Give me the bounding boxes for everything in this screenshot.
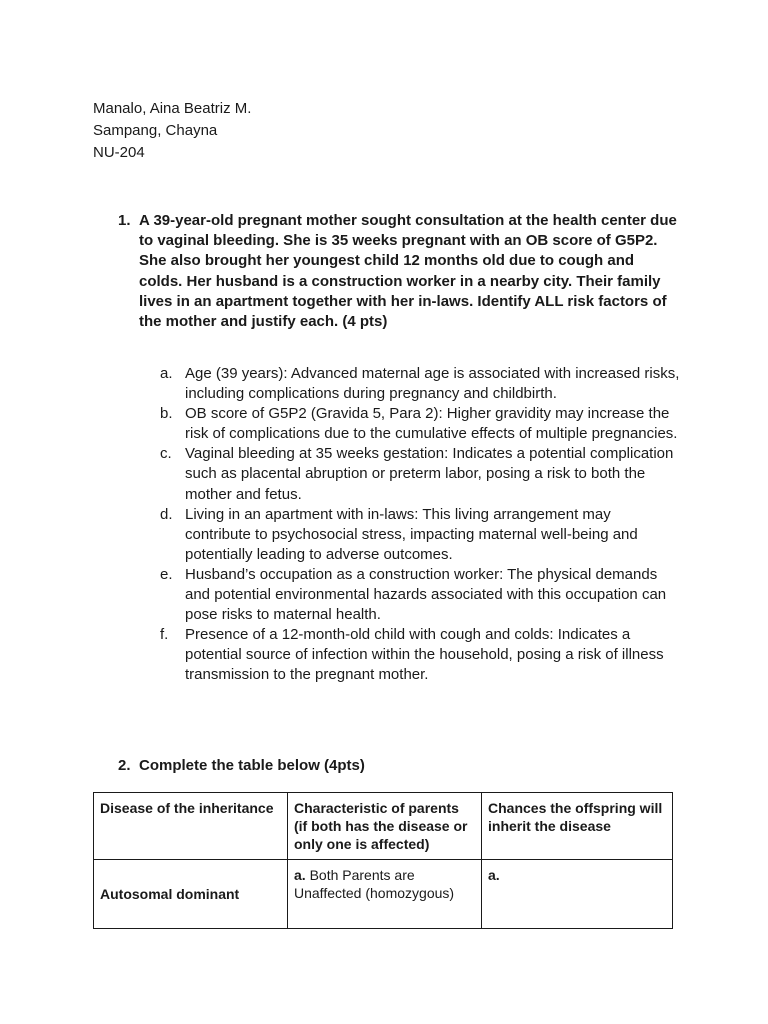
list-item bbox=[160, 444, 680, 504]
question-text: Complete the table below (4pts) bbox=[139, 757, 365, 774]
list-marker: c. bbox=[160, 445, 172, 463]
list-item bbox=[160, 404, 680, 444]
inheritance-table bbox=[93, 792, 673, 929]
table-row bbox=[94, 860, 673, 929]
parents-text: Both Parents are Unaffected (homozygous) bbox=[294, 867, 455, 901]
list-marker: d. bbox=[160, 505, 173, 523]
list-marker: e. bbox=[160, 565, 173, 583]
list-item-text: Vaginal bleeding at 35 weeks gestation: Indicates a potential complication such as placental abruption or preterm labor, posing a risk to both the mother and fetus. bbox=[185, 445, 674, 503]
question-number: 2. bbox=[118, 757, 131, 774]
parents-cell bbox=[288, 860, 482, 929]
question-number: 1. bbox=[118, 212, 131, 229]
parents-marker: a. bbox=[294, 867, 306, 883]
section-code: NU-204 bbox=[93, 144, 145, 161]
list-item-text: Husband’s occupation as a construction worker: The physical demands and potential environmental hazards associated with this occupation can pose risks to maternal health. bbox=[185, 565, 667, 624]
question-text: A 39-year-old pregnant mother sought consultation at the health center due to vaginal bleeding. She is 35 weeks pregnant with an OB score of G5P2. She also brought her youngest child 12 months old due to cough and colds. Her husband is a construction worker in a nearby city. Their family lives in an apartment together with her in-laws. Identify ALL risk factors of the mother and justify each. (4 pts) bbox=[139, 212, 677, 331]
list-marker: b. bbox=[160, 405, 173, 423]
column-header-chances: Chances the offspring will inherit the disease bbox=[482, 793, 673, 860]
author-name-1: Manalo, Aina Beatriz M. bbox=[93, 100, 252, 117]
column-header-disease: Disease of the inheritance bbox=[94, 793, 288, 860]
author-name-2: Sampang, Chayna bbox=[93, 122, 218, 139]
list-item-text: Presence of a 12-month-old child with cough and colds: Indicates a potential source of infection within the household, posing a risk of illness transmission to the pregnant mother. bbox=[185, 626, 664, 684]
list-marker: a. bbox=[160, 365, 173, 382]
list-item bbox=[160, 625, 680, 685]
list-item-text: OB score of G5P2 (Gravida 5, Para 2): Higher gravidity may increase the risk of complications due to the cumulative effects of multiple pregnancies. bbox=[185, 405, 678, 443]
risk-factor-list bbox=[160, 364, 680, 686]
column-header-parents: Characteristic of parents (if both has the disease or only one is affected) bbox=[288, 793, 482, 860]
table-header-row bbox=[94, 793, 673, 860]
list-item-text: Living in an apartment with in-laws: This living arrangement may contribute to psychosocial stress, impacting maternal well-being and potentially leading to adverse outcomes. bbox=[185, 505, 638, 563]
list-item bbox=[160, 565, 680, 625]
list-item bbox=[160, 364, 680, 404]
chances-cell: a. bbox=[482, 860, 673, 929]
list-marker: f. bbox=[160, 626, 169, 644]
list-item bbox=[160, 505, 680, 565]
author-header bbox=[93, 98, 251, 164]
question-1 bbox=[118, 211, 678, 332]
disease-cell: Autosomal dominant bbox=[94, 860, 288, 929]
list-item-text: Age (39 years): Advanced maternal age is associated with increased risks, including complications during pregnancy and childbirth. bbox=[185, 365, 680, 403]
question-2 bbox=[118, 756, 678, 776]
